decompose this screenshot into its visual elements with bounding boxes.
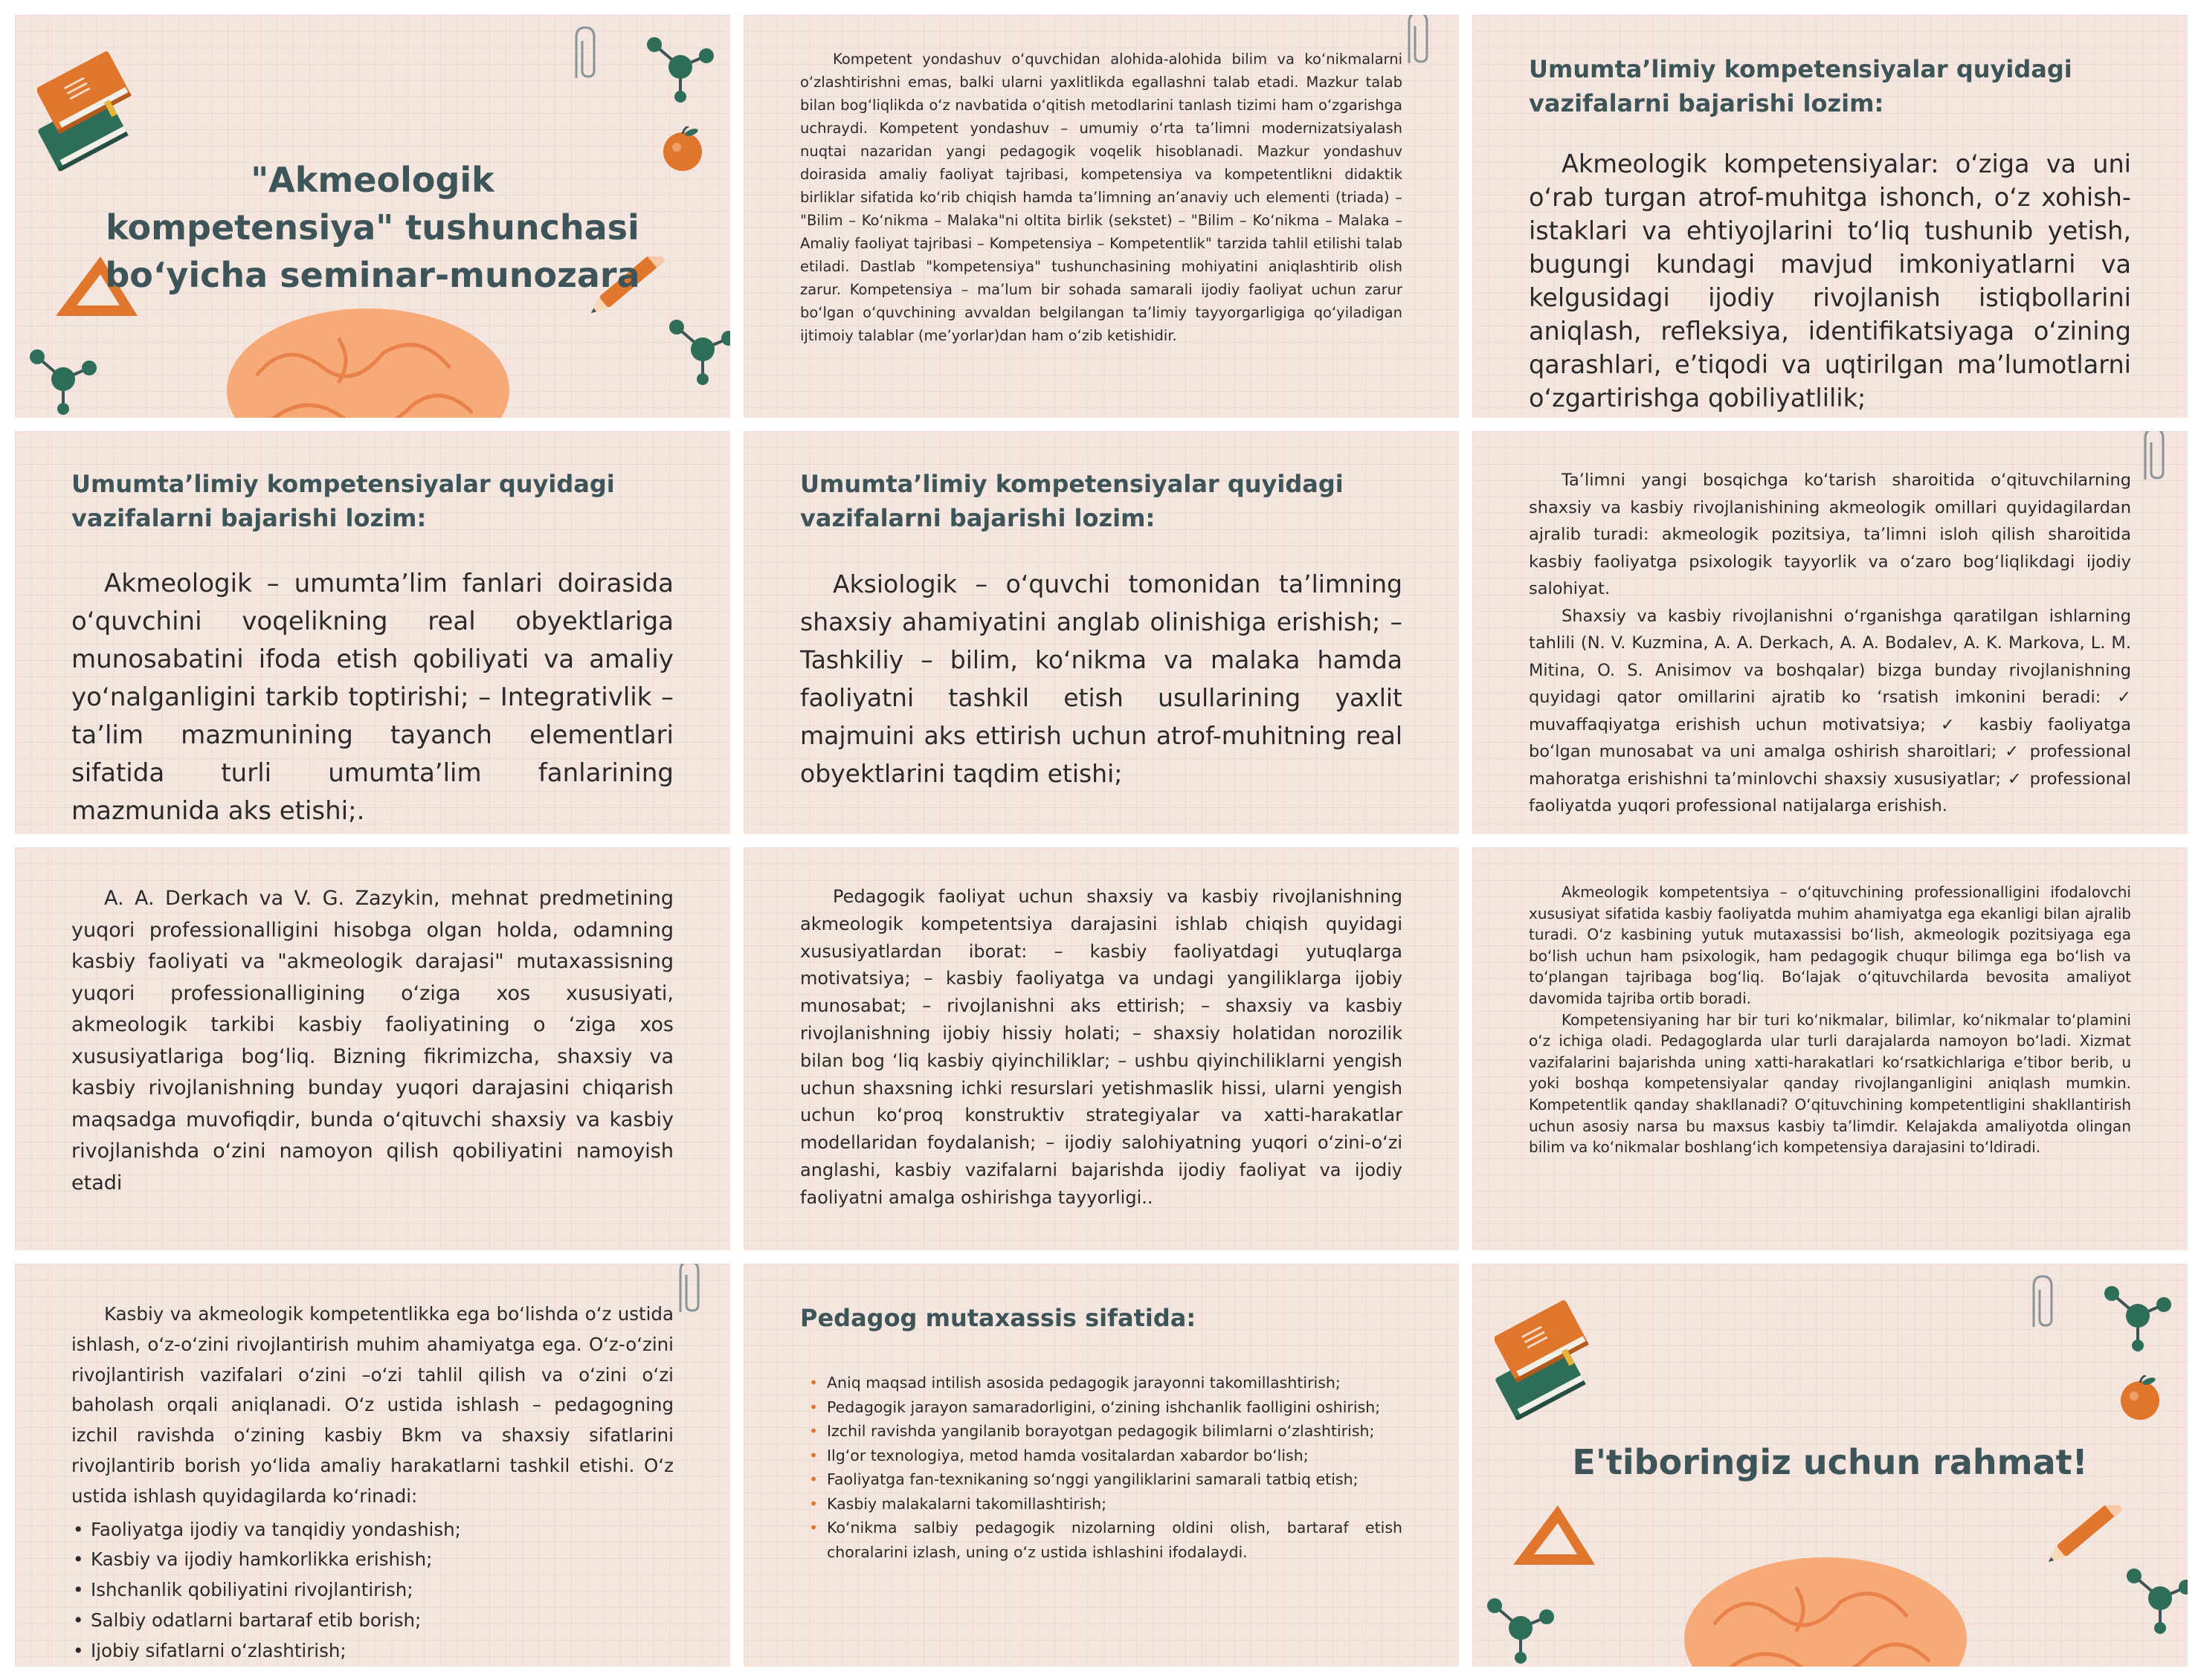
- list-item: • Faoliyatga ijodiy va tanqidiy yondashish;: [86, 1515, 674, 1545]
- list-item: • Ishchanlik qobiliyatini rivojlantirish;: [86, 1575, 674, 1606]
- apple-icon: [2119, 1375, 2164, 1427]
- slide-1[interactable]: [15, 15, 730, 418]
- list-item: • Ilg‘or texnologiya, metod hamda vositalardan xabardor bo‘lish;: [822, 1444, 1402, 1468]
- books-icon: [1495, 1286, 1606, 1420]
- slide-heading: Umumta’limiy kompetensiyalar quyidagi vazifalarni bajarishi lozim:: [71, 470, 615, 532]
- paperclip-icon: [669, 1264, 714, 1319]
- paperclip-icon: [1398, 15, 1443, 71]
- slide-10[interactable]: [15, 1264, 730, 1667]
- slide-heading: Umumta’limiy kompetensiyalar quyidagi vazifalarni bajarishi lozim:: [1529, 55, 2072, 117]
- brain-icon: [227, 308, 517, 418]
- bullet-list: [800, 1371, 1402, 1564]
- slide-body: Kompetent yondashuv o‘quvchidan alohida-alohida bilim va ko‘nikmalarni o‘zlashtirishni emas, balki ularni yaxlitlikda egallashni talab etadi. Mazkur talab bilan bog‘liqlikda o‘z navbatida o‘qitish metodlarini tanlash tizimi ham o‘zgarishga uchraydi. Kompetent yondashuv – umumiy o‘rta ta’limni modernizatsiyalash nuqtai nazaridan yangi pedagogik voqelik hisoblanadi. Mazkur yondashuv doirasida amaliy faoliyat tajribasi, kompetensiya va kompetentlikni didaktik birliklar sifatida ko‘rib chiqish hamda ta’limning an’anaviy uch elementi (triada) – "Bilim – Ko‘nikma – Malaka"ni oltita birlik (sekstet) – "Bilim – Ko‘nikma – Malaka – Amaliy faoliyat tajribasi – Kompetensiya – Kompetentlik" tarzida tahlil etilishi talab etiladi. Dastlab "kompetensiya" tushunchasining mohiyatini aniqlashtirib olish zarur. Kompetensiya – ma’lum bir sohada samarali ijodiy faoliyat uchun zarur bo‘lgan o‘quvchining avvaldan belgilangan ta’limiy tayyorgarligiga qo‘yiladigan ijtimoiy talablar (me’yorlar)dan ham o‘zib ketishidir.: [800, 51, 1402, 344]
- slide-9[interactable]: [1472, 847, 2188, 1250]
- list-item: • Aniq maqsad intilish asosida pedagogik jarayonni takomillashtirish;: [822, 1371, 1402, 1395]
- paperclip-icon: [2134, 431, 2179, 487]
- molecule-icon: [22, 342, 104, 416]
- slide-body: A. A. Derkach va V. G. Zazykin, mehnat predmetining yuqori professionalligini hisobga olgan holda, odamning kasbiy faoliyati va "akmeologik darajasi" mutaxassisning yuqori professionalligining o‘ziga xos xususiyati, akmeologik tarkibi kasbiy faoliyatining o ‘ziga xos xususiyatlariga bog‘liq. Bizning fikrimizcha, shaxsiy va kasbiy rivojlanishning bunday yuqori darajasini chiqarish maqsadga muvofiqdir, bunda o‘qituvchi shaxsiy va kasbiy rivojlanishda o‘zini namoyon qilish qobiliyatini namoyish etadi: [71, 887, 674, 1195]
- slide-11[interactable]: [744, 1264, 1459, 1667]
- slide-3[interactable]: [1472, 15, 2188, 418]
- apple-icon: [662, 126, 706, 178]
- slide-body: Kasbiy va akmeologik kompetentlikka ega bo‘lishda o‘z ustida ishlash, o‘z-o‘zini rivojlantirish muhim ahamiyatga ega. O‘z-o‘zini rivojlantirish vazifalari o‘zini –o‘zi tahlil qilish va o‘zini o‘zi baholash orqali aniqlanadi. O‘z ustida ishlash – pedagogning izchil ravishda o‘zining kasbiy Bkm va shaxsiy sifatlarini rivojlantirib borish yo‘lida amaliy harakatlarni tashkil etishi. O‘z ustida ishlash quyidagilarda ko‘rinadi: • Faoliyatga ijodiy va tanqidiy yondashish; • Kasbiy va ijodiy hamkorlikka erishish; • Ishchanlik qobiliyatini rivojlantirish; • Salbiy odatlarni bartaraf etib borish; • Ijobiy sifatlarni o‘zlashtirish;: [71, 1299, 674, 1667]
- list-item: • Kasbiy malakalarni takomillashtirish;: [822, 1492, 1402, 1516]
- molecule-icon: [1480, 1591, 1562, 1665]
- ruler-icon: [1513, 1505, 1602, 1572]
- slide-6[interactable]: [1472, 431, 2188, 834]
- list-item: • Pedagogik jarayon samaradorligini, o‘zining ishchanlik faolligini oshirish;: [822, 1395, 1402, 1420]
- slide-body: Ta’limni yangi bosqichga ko‘tarish sharoitida o‘qituvchilarning shaxsiy va kasbiy rivojlanishining akmeologik omillari quyidagilardan ajralib turadi: akmeologik pozitsiya, ta’limni isloh qilish sharoitida kasbiy faoliyatga psixologik tayyorlik va o‘zaro bog‘liqlikdagi ijodiy salohiyat. Shaxsiy va kasbiy rivojlanishni o‘rganishga qaratilgan ishlarning tahlili (N. V. Kuzmina, A. A. Derkach, A. A. Bodalev, A. K. Markova, L. M. Mitina, O. S. Anisimov va boshqalar) bizga bunday rivojlanishning quyidagi qator omillarini ajratib ko ‘rsatish imkonini beradi: ✓ muvaffaqiyatga erishish uchun motivatsiya; ✓ kasbiy faoliyatga bo‘lgan munosabat va uni amalga oshirish sharoitlari; ✓ professional mahoratga erishishni ta’minlovchi shaxsiy xususiyatlar; ✓ professional faoliyatda yuqori professional natijalarga erishish.: [1529, 471, 2131, 815]
- slide-5[interactable]: [744, 431, 1459, 834]
- slide-2[interactable]: [744, 15, 1459, 418]
- molecule-icon: [639, 30, 721, 104]
- slide-body: Akmeologik – umumta’lim fanlari doirasida o‘quvchini voqelikning real obyektlariga munosabatini ifoda etish qobiliyati va amaliy yo‘nalganligini tarkib toptirishi; – Integrativlik – ta’lim mazmunining tayanch elementlari sifatida turli umumta’lim fanlarining mazmunida aks etishi;.: [71, 569, 674, 826]
- list-item: • Ijobiy sifatlarni o‘zlashtirish;: [86, 1636, 674, 1667]
- slide-body: Aksiologik – o‘quvchi tomonidan ta’limning shaxsiy ahamiyatini anglab olinishiga erishish; – Tashkiliy – bilim, ko‘nikma va malaka hamda faoliyatni tashkil etish usullarining yaxlit majmuini aks ettirish uchun atrof-muhitning real obyektlarini taqdim etishi;: [800, 569, 1402, 788]
- slide-body: [800, 1368, 1402, 1564]
- list-item: • Salbiy odatlarni bartaraf etib borish;: [86, 1606, 674, 1636]
- molecule-icon: [2097, 1279, 2179, 1353]
- books-icon: [37, 37, 149, 171]
- list-item: • Faoliyatga fan-texnikaning so‘nggi yangiliklarini samarali tatbiq etish;: [822, 1467, 1402, 1492]
- paperclip-icon: [565, 26, 610, 85]
- slide-7[interactable]: [15, 847, 730, 1250]
- molecule-icon: [662, 312, 730, 387]
- bullet-list: [71, 1515, 674, 1667]
- list-item: • Izchil ravishda yangilanib borayotgan pedagogik bilimlarni o‘zlashtirish;: [822, 1419, 1402, 1444]
- slide-title: "Akmeologik kompetensiya" tushunchasi bo‘yicha seminar-munozara: [105, 160, 640, 295]
- list-item: • Kasbiy va ijodiy hamkorlikka erishish;: [86, 1545, 674, 1575]
- paperclip-icon: [2023, 1275, 2067, 1334]
- molecule-icon: [2119, 1561, 2188, 1635]
- slide-8[interactable]: [744, 847, 1459, 1250]
- slide-body: Akmeologik kompetensiyalar: o‘ziga va uni o‘rab turgan atrof-muhitga ishonch, o‘z xohish-istaklari va ehtiyojlarini to‘liq tushunib yetish, bugungi kundagi mavjud imkoniyatlarni va kelgusidagi ijodiy rivojlanish istiqbollarini aniqlash, refleksiya, identifikatsiyaga o‘zining qarashlari, e’tiqodi va uqtirilgan ma’lumotlarni o‘zgartirishga qobiliyatlilik;: [1529, 149, 2131, 413]
- slide-4[interactable]: [15, 431, 730, 834]
- slide-heading: Pedagog mutaxassis sifatida:: [800, 1304, 1196, 1332]
- slide-body: Pedagogik faoliyat uchun shaxsiy va kasbiy rivojlanishning akmeologik kompetentsiya darajasini ishlab chiqish quyidagi xususiyatlardan iborat: – kasbiy faoliyatdagi yutuqlarga motivatsiya; – kasbiy faoliyatga va undagi yangiliklarga ijobiy munosabat; – rivojlanishni aks ettirish; – shaxsiy va kasbiy rivojlanishning ijobiy hissiy holati; – shaxsiy holatidan norozilik bilan bog ‘liq kasbiy qiyinchiliklar; – ushbu qiyinchiliklarni yengish uchun shaxsning ichki resurslari yetishmaslik hissi, ularni yengish uchun ko‘proq konstruktiv strategiyalar va xatti-harakatlar modellaridan foydalanish; – ijodiy salohiyatning yuqori o‘zini-o‘zi anglashi, kasbiy vazifalarni bajarishda ijodiy faoliyat va ijodiy faoliyatni amalga oshirishga tayyorligi..: [800, 886, 1402, 1208]
- slide-body: Akmeologik kompetentsiya – o‘qituvchining professionalligini ifodalovchi xususiyat sifatida kasbiy faoliyatda muhim ahamiyatga ega ekanligi bilan ajralib turadi. O‘z kasbining yutuk mutaxassisi bo‘lish, akmeologik pozitsiyaga ega bo‘lish uchun ham psixologik, ham pedagogik chuqur bilimga ega bo‘lish va to‘plangan tajribaga bog‘liq. Bo‘lajak o‘qituvchilarda bevosita amaliyot davomida tajriba ortib boradi. Kompetensiyaning har bir turi ko‘nikmalar, bilimlar, ko‘nikmalar to‘plamini o‘z ichiga oladi. Pedagoglarda ular turli darajalarda namoyon bo‘ladi. Xizmat vazifalarini bajarishda uning xatti-harakatlari ko‘rsatkichlariga e’tibor berib, u yoki boshqa kompetensiyalar qanday rivojlanganligini aniqlash mumkin. Kompetentlik qanday shakllanadi? O‘qituvchining kompetentligini shakllantirish uchun asosiy narsa bu maxsus kasbiy ta’limdir. Kelajakda amaliyotda olingan bilim va ko‘nikmalar boshlang‘ich kompetensiya darajasini to‘ldiradi.: [1529, 883, 2131, 1157]
- brain-icon: [1684, 1557, 1974, 1667]
- slide-heading: Umumta’limiy kompetensiyalar quyidagi vazifalarni bajarishi lozim:: [800, 470, 1344, 532]
- thanks-title: E'tiboringiz uchun rahmat!: [1572, 1442, 2088, 1482]
- list-item: • Ko‘nikma salbiy pedagogik nizolarning oldini olish, bartaraf etish choralarini izlash, uning o‘z ustida ishlashini ifodalaydi.: [822, 1516, 1402, 1564]
- slide-12[interactable]: [1472, 1264, 2188, 1667]
